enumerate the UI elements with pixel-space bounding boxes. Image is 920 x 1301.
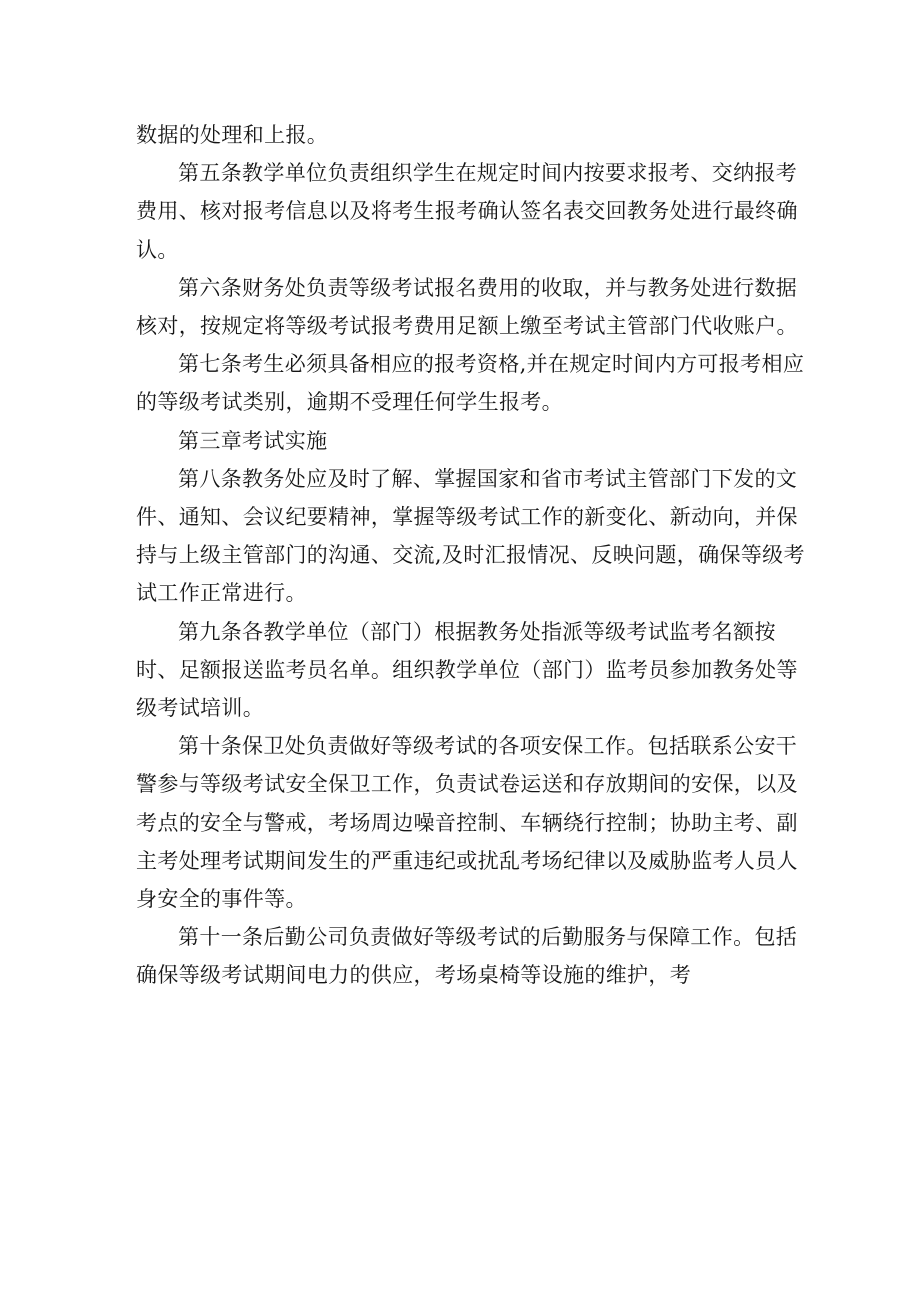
paragraph-article-11: 第十一条后勤公司负责做好等级考试的后勤服务与保障工作。包括确保等级考试期间电力的供应，考场桌椅等设施的维护，考 [136, 925, 798, 988]
paragraph-article-9: 第九条各教学单位（部门）根据教务处指派等级考试监考名额按时、足额报送监考员名单。组织教学单位（部门）监考员参加教务处等级考试培训。 [136, 619, 798, 721]
paragraph-article-8: 第八条教务处应及时了解、掌握国家和省市考试主管部门下发的文件、通知、会议纪要精神，掌握等级考试工作的新变化、新动向，并保持与上级主管部门的沟通、交流,及时汇报情况、反映问题，确保等级考试工作正常进行。 [136, 466, 805, 606]
document-body [136, 116, 816, 995]
paragraph-continuation: 数据的处理和上报。 [136, 123, 329, 147]
paragraph-article-5: 第五条教学单位负责组织学生在规定时间内按要求报考、交纳报考费用、核对报考信息以及将考生报考确认签名表交回教务处进行最终确认。 [136, 161, 798, 262]
paragraph-article-10: 第十条保卫处负责做好等级考试的各项安保工作。包括联系公安干警参与等级考试安全保卫工作，负责试卷运送和存放期间的安保，以及考点的安全与警戒，考场周边噪音控制、车辆绕行控制；协助主考、副主考处理考试期间发生的严重违纪或扰乱考场纪律以及威胁监考人员人身安全的事件等。 [136, 734, 798, 912]
chapter-heading-3: 第三章考试实施 [178, 428, 328, 453]
paragraph-article-6: 第六条财务处负责等级考试报名费用的收取，并与教务处进行数据核对，按规定将等级考试报考费用足额上缴至考试主管部门代收账户。 [136, 275, 798, 339]
paragraph-article-7: 第七条考生必须具备相应的报考资格,并在规定时间内方可报考相应的等级考试类别，逾期不受理任何学生报考。 [136, 352, 805, 415]
